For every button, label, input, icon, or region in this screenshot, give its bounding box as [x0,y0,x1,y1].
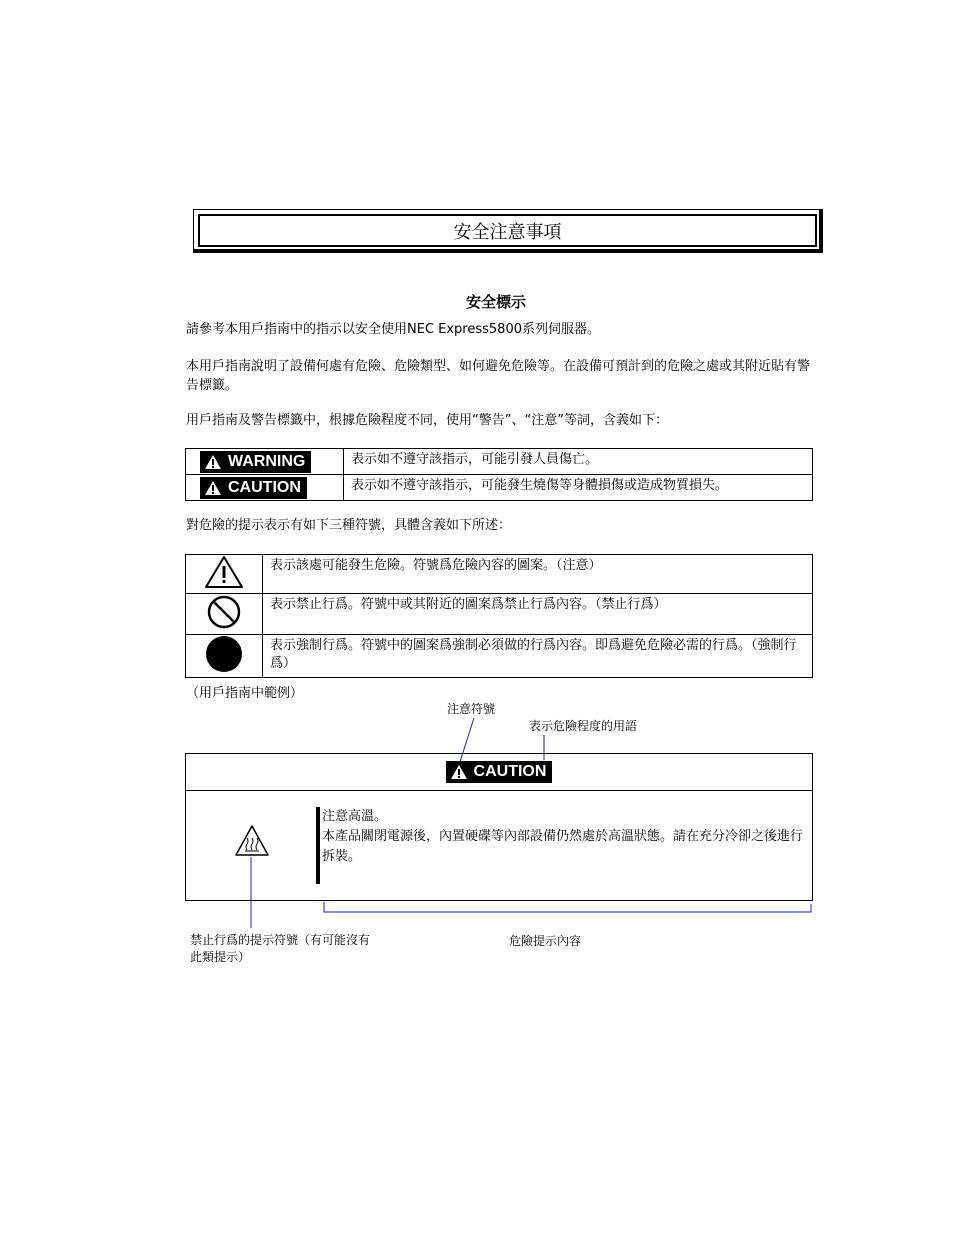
page-title: 安全注意事項 [198,214,817,247]
example-badge-label: CAUTION [473,763,547,780]
example-caption: （用戶指南中範例） [186,686,304,701]
symbol-caution-description: 表示該處可能發生危險。符號爲危險內容的圖案。（注意） [270,558,602,573]
example-caution-badge [446,761,553,783]
content-bar [316,807,320,884]
paragraph-1: 請參考本用戶指南中的指示以安全使用NEC Express5800系列伺服器。 [186,322,600,337]
example-content-line-2: 本產品關閉電源後，內置硬碟等內部設備仍然處於高溫狀態。請在充分冷卻之後進行拆裝。 [322,829,804,864]
example-content-line-1: 注意高溫。 [322,809,388,824]
example-box [185,753,813,901]
symbol-prohibition-description: 表示禁止行爲。符號中或其附近的圖案爲禁止行爲內容。（禁止行爲） [270,597,667,612]
caution-description: 表示如不遵守該指示，可能發生燒傷等身體損傷或造成物質損失。 [351,478,729,493]
caution-label: CAUTION [228,479,301,496]
symbols-intro: 對危險的提示表示有如下三種符號，具體含義如下所述： [186,518,512,533]
warning-label: WARNING [228,453,306,470]
section-title-text: 安全標示 [466,293,527,311]
label-hazard-content: 危險提示內容 [509,934,582,948]
paragraph-2: 本用戶指南說明了設備何處有危險、危險類型、如何避免危險等。在設備可預計到的危險之處或其附近貼有警告標籤。 [186,359,811,393]
symbol-mandatory-description: 表示強制行爲。符號中的圖案爲強制必須做的行爲內容。即爲避免危險必需的行爲。（強制行爲） [270,638,797,671]
example-content [322,807,812,867]
example-header [186,754,812,791]
label-hazard-term: 表示危險程度的用語 [529,719,638,733]
label-prohibited-symbol: 禁止行爲的提示符號（有可能沒有此類提示） [190,933,371,964]
warning-description: 表示如不遵守該指示，可能引發人員傷亡。 [351,452,599,467]
warning-triangle-icon [450,764,468,780]
paragraph-3: 用戶指南及警告標籤中，根據危險程度不同，使用“警告”、“注意”等詞，含義如下： [186,413,668,428]
label-caution-symbol: 注意符號 [447,702,496,716]
hot-surface-icon [234,824,270,858]
